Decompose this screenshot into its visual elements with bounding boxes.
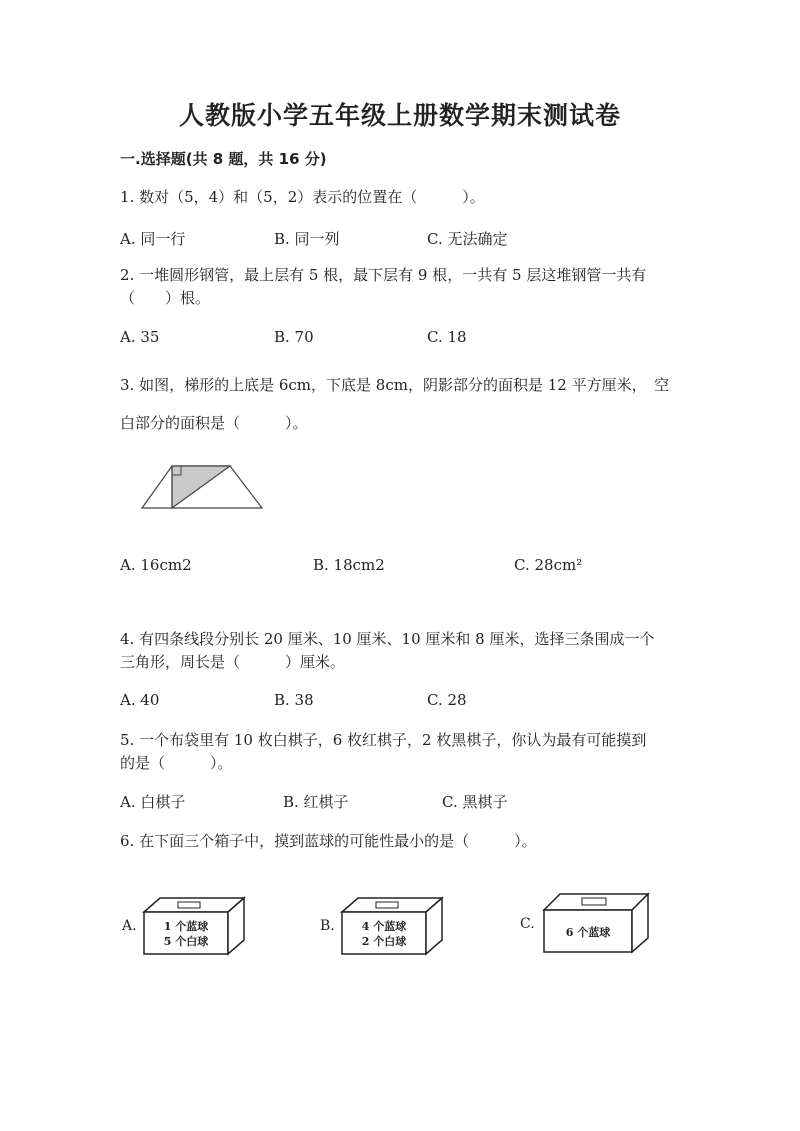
q4-option-b[interactable]: B. 38	[274, 691, 314, 709]
box-b-line1: 4 个蓝球	[361, 920, 407, 933]
q5-option-b[interactable]: B. 红棋子	[283, 793, 349, 811]
q1-option-b[interactable]: B. 同一列	[274, 230, 340, 248]
question-3	[120, 366, 680, 442]
box-b-letter: B.	[320, 918, 335, 934]
box-a-letter: A.	[122, 918, 137, 934]
q2-option-c[interactable]: C. 18	[427, 328, 467, 346]
box-b-slot	[376, 902, 398, 908]
q2-option-b[interactable]: B. 70	[274, 328, 314, 346]
question-4	[120, 628, 680, 674]
box-c-figure[interactable]	[518, 888, 660, 960]
q5-option-c[interactable]: C. 黑棋子	[442, 793, 508, 811]
question-2	[120, 264, 680, 310]
q3-option-b[interactable]: B. 18cm2	[313, 556, 385, 574]
question-2-line1: 2. 一堆圆形钢管，最上层有 5 根，最下层有 9 根，一共有 5 层这堆钢管一共有	[120, 266, 647, 284]
q5-option-a[interactable]: A. 白棋子	[120, 793, 186, 811]
trapezoid-figure	[138, 460, 266, 512]
box-b-line2: 2 个白球	[361, 935, 407, 948]
question-5-line2: 的是（ ）。	[120, 754, 233, 772]
question-4-line1: 4. 有四条线段分别长 20 厘米、10 厘米、10 厘米和 8 厘米，选择三条围成一个	[120, 630, 655, 648]
page-title: 人教版小学五年级上册数学期末测试卷	[178, 101, 621, 130]
question-5	[120, 729, 680, 775]
question-1: 1. 数对（5，4）和（5，2）表示的位置在（ ）。	[120, 188, 485, 206]
section-heading: 一.选择题(共 8 题，共 16 分)	[120, 150, 327, 168]
q4-option-c[interactable]: C. 28	[427, 691, 467, 709]
q3-option-a[interactable]: A. 16cm2	[120, 556, 192, 574]
q3-option-c[interactable]: C. 28cm²	[514, 556, 583, 574]
box-a-line1: 1 个蓝球	[163, 920, 209, 933]
q1-option-c[interactable]: C. 无法确定	[427, 230, 508, 248]
box-c-line1: 6 个蓝球	[565, 926, 611, 939]
box-c-letter: C.	[520, 916, 535, 932]
box-a-line2: 5 个白球	[163, 935, 209, 948]
q2-option-a[interactable]: A. 35	[120, 328, 160, 346]
question-3-line2: 白部分的面积是（ ）。	[120, 414, 308, 432]
question-6: 6. 在下面三个箱子中，摸到蓝球的可能性最小的是（ ）。	[120, 832, 537, 850]
question-3-line1: 3. 如图，梯形的上底是 6cm，下底是 8cm，阴影部分的面积是 12 平方厘米， 空	[120, 376, 670, 394]
question-5-line1: 5. 一个布袋里有 10 枚白棋子，6 枚红棋子，2 枚黑棋子，你认为最有可能摸到	[120, 731, 647, 749]
box-b-figure[interactable]	[318, 890, 453, 960]
box-c-slot	[582, 898, 606, 905]
box-a-figure[interactable]	[120, 890, 255, 960]
q4-option-a[interactable]: A. 40	[120, 691, 160, 709]
question-4-line2: 三角形，周长是（ ）厘米。	[120, 653, 346, 671]
question-2-line2: （ ）根。	[120, 289, 211, 307]
box-a-slot	[178, 902, 200, 908]
q1-option-a[interactable]: A. 同一行	[120, 230, 186, 248]
